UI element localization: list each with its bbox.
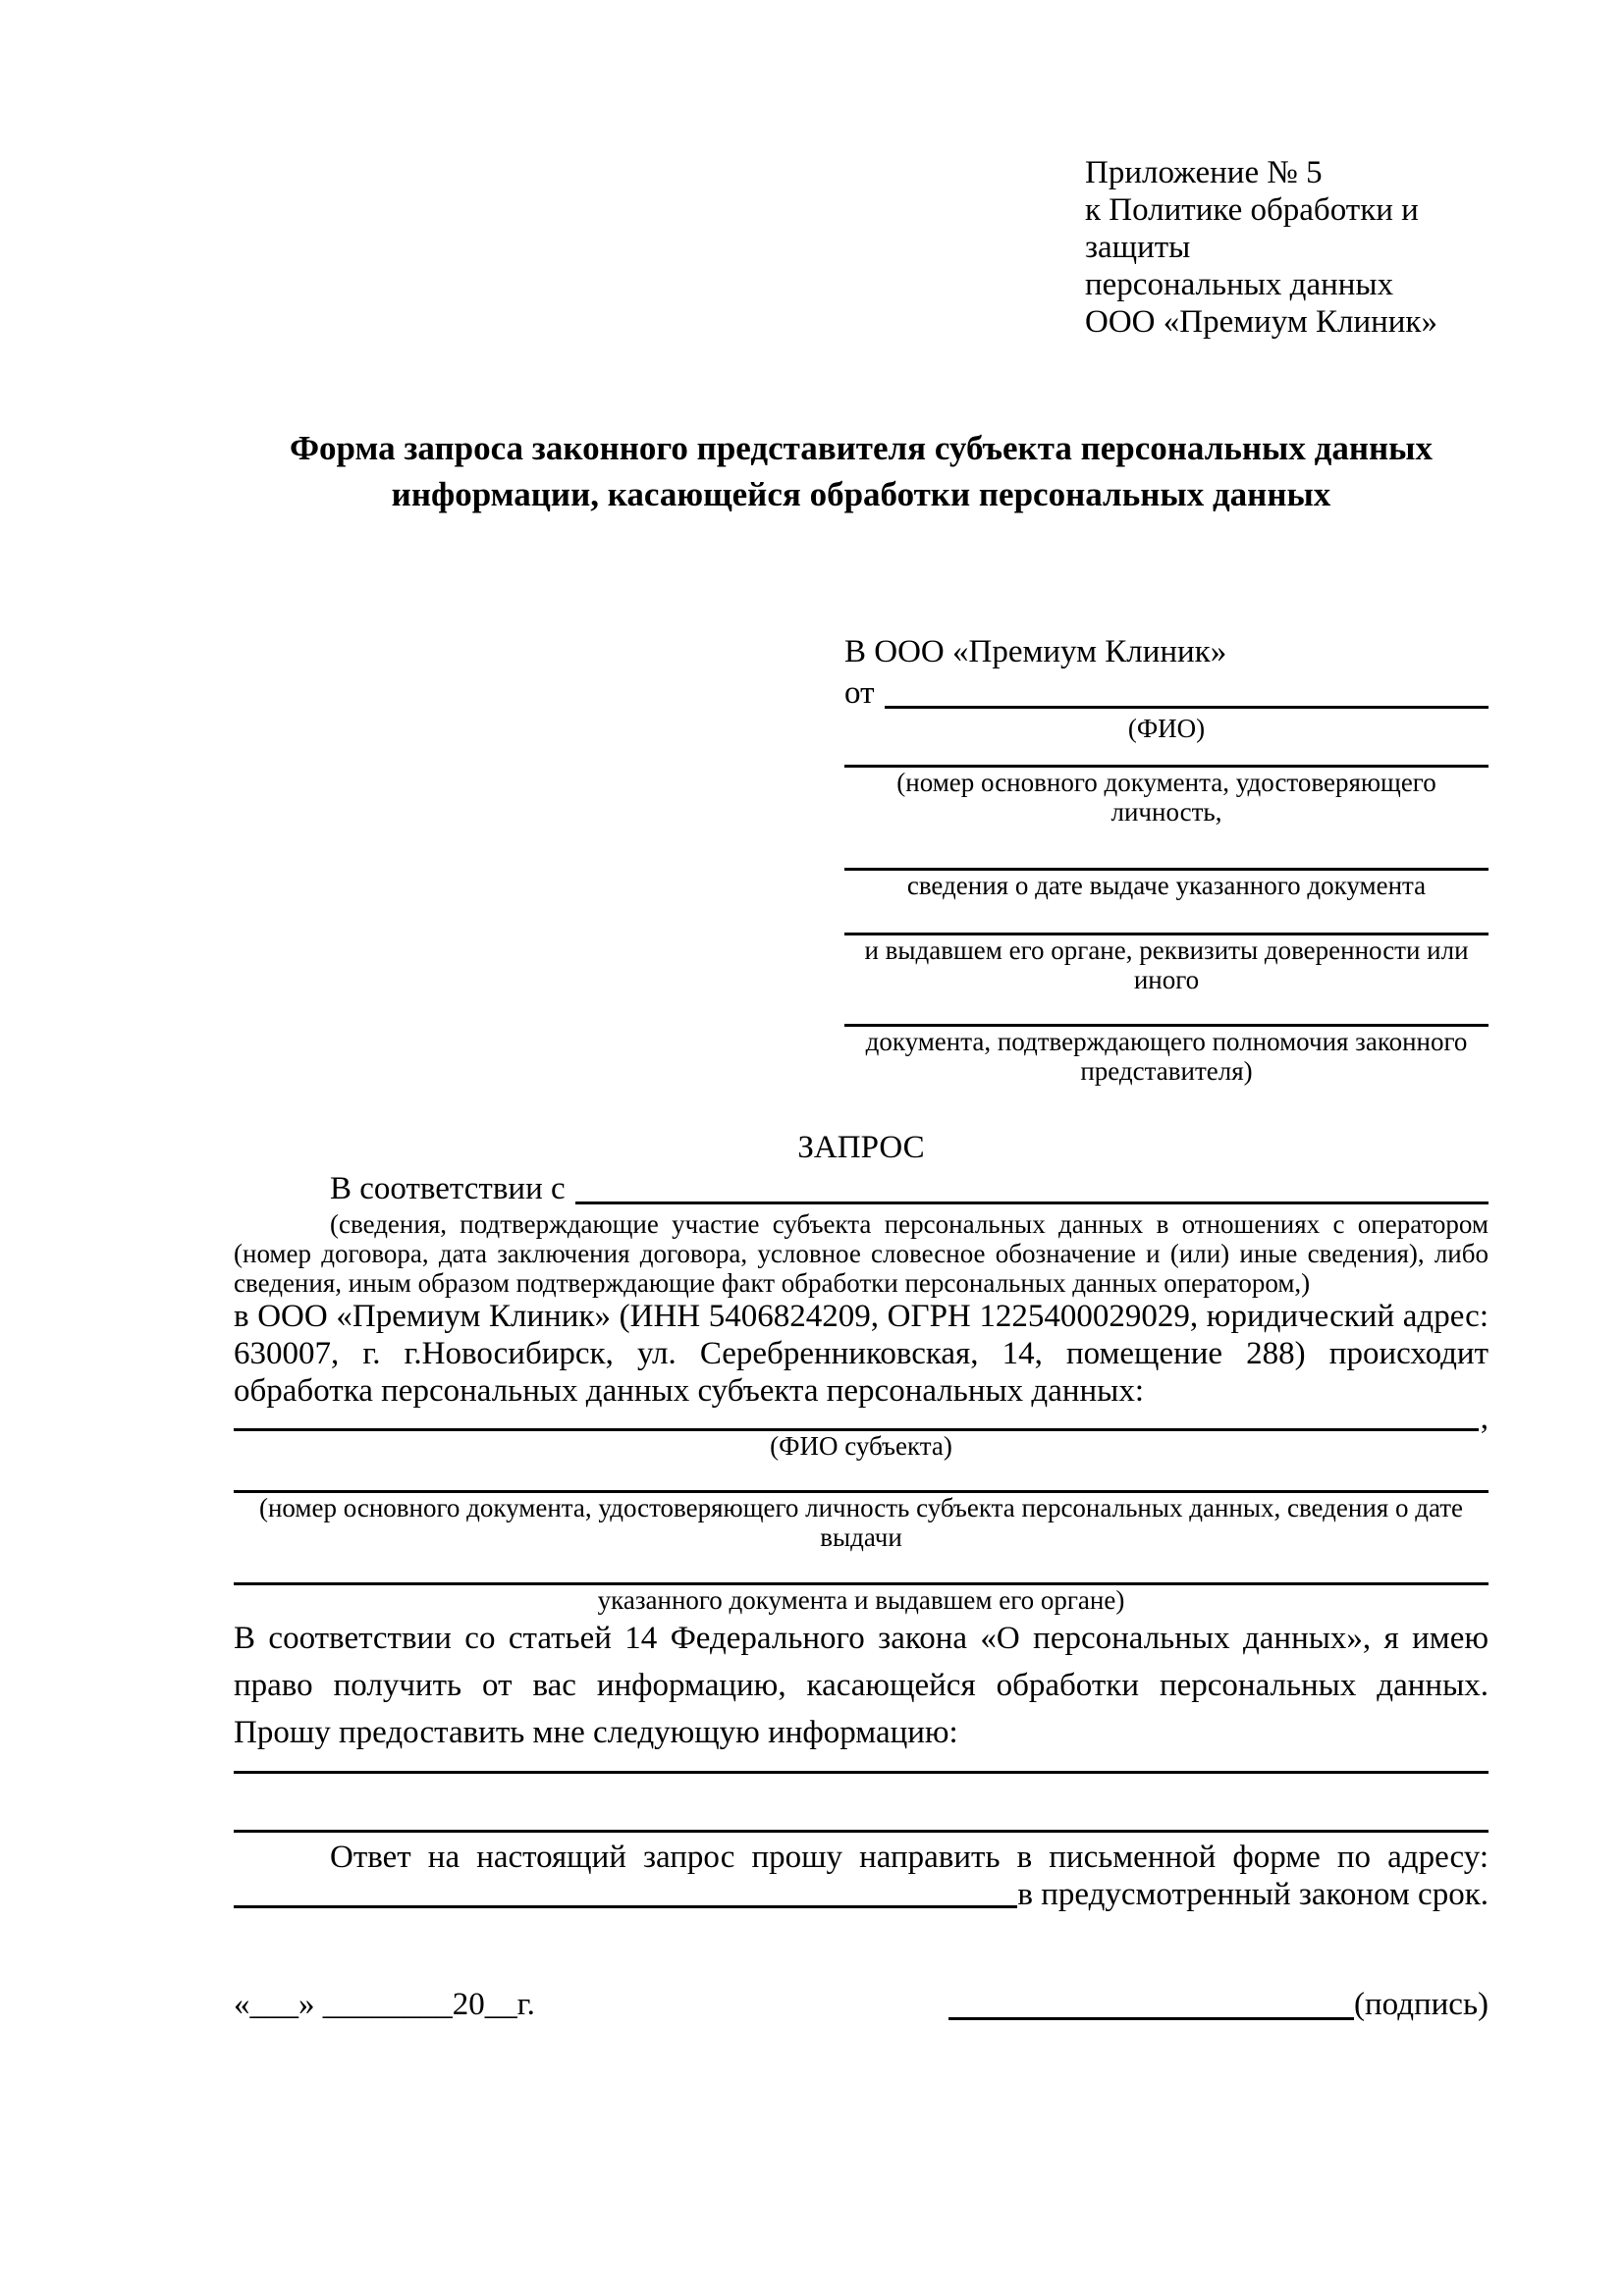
document-title-line2: информации, касающейся обработки персональных данных xyxy=(391,475,1331,513)
answer-address-blank-line xyxy=(234,1876,1017,1908)
answer-paragraph-line1: Ответ на настоящий запрос прошу направить в письменной форме по адресу: xyxy=(330,1840,1489,1875)
subject-fio-row xyxy=(234,1401,1489,1436)
accordance-row xyxy=(234,1168,1489,1209)
fio-caption: (ФИО) xyxy=(1127,714,1206,743)
addressee-block xyxy=(844,631,1489,1086)
doc-number-caption: (номер основного документа, удостоверяющего личность, xyxy=(896,768,1436,827)
subject-fio-caption: (ФИО субъекта) xyxy=(770,1431,952,1461)
doc-issue-date-caption: сведения о дате выдаче указанного документа xyxy=(906,871,1427,900)
footer-row xyxy=(234,1984,1489,2025)
document-title-line1: Форма запроса законного представителя субъекта персональных данных xyxy=(290,429,1433,467)
answer-paragraph-suffix: в предусмотренный законом срок. xyxy=(1017,1877,1489,1912)
accordance-caption: (сведения, подтверждающие участие субъекта персональных данных в отношениях с оператором (номер договора, дата заключения договора, условное словесное обозначение и (или) иные сведения), либо сведения, иным образом подтверждающие факт обработки персональных данных оператором,) xyxy=(234,1209,1489,1298)
signature-blank-line xyxy=(948,1984,1354,2020)
subject-doc-caption-2: указанного документа и выдавшем его органе) xyxy=(597,1585,1125,1615)
answer-paragraph-line2 xyxy=(234,1876,1489,1913)
document-title xyxy=(234,425,1489,517)
operator-paragraph: в ООО «Премиум Клиник» (ИНН 5406824209, ОГРН 1225400029029, юридический адрес: 630007, г. г.Новосибирск, ул. Серебренниковская, 14, помещение 288) происходит обработка персональных данных субъекта персональных данных: xyxy=(234,1299,1489,1409)
date-line: «___» ________20__г. xyxy=(234,1987,535,2022)
info-blank-line-1 xyxy=(234,1771,1489,1774)
annex-line: персональных данных xyxy=(1085,267,1394,302)
annex-line: Приложение № 5 xyxy=(1085,155,1323,190)
from-row xyxy=(844,672,1489,714)
accordance-label: В соответствии с xyxy=(330,1171,566,1206)
signature-block xyxy=(948,1984,1489,2025)
doc-authority-caption: и выдавшем его органе, реквизиты доверенности или иного xyxy=(864,935,1469,994)
from-label: от xyxy=(844,675,875,711)
annex-line: к Политике обработки и защиты xyxy=(1085,192,1419,265)
info-blank-line-2 xyxy=(234,1830,1489,1833)
annex-line: ООО «Премиум Клиник» xyxy=(1085,304,1437,340)
signature-caption: (подпись) xyxy=(1354,1987,1489,2022)
doc-powers-caption: документа, подтверждающего полномочия законного представителя) xyxy=(865,1027,1468,1086)
trailing-comma: , xyxy=(1480,1401,1489,1436)
subject-doc-caption-1: (номер основного документа, удостоверяющего личность субъекта персональных данных, сведения о дате выдачи xyxy=(258,1493,1464,1552)
request-heading: ЗАПРОС xyxy=(797,1130,925,1165)
accordance-blank-line xyxy=(575,1168,1489,1204)
from-blank-line xyxy=(885,672,1489,709)
annex-block xyxy=(1085,154,1489,341)
law-paragraph: В соответствии со статьей 14 Федерального закона «О персональных данных», я имею право получить от вас информацию, касающейся обработки персональных данных. Прошу предоставить мне следующую информацию: xyxy=(234,1621,1489,1750)
addressee-to: В ООО «Премиум Клиник» xyxy=(844,634,1227,669)
